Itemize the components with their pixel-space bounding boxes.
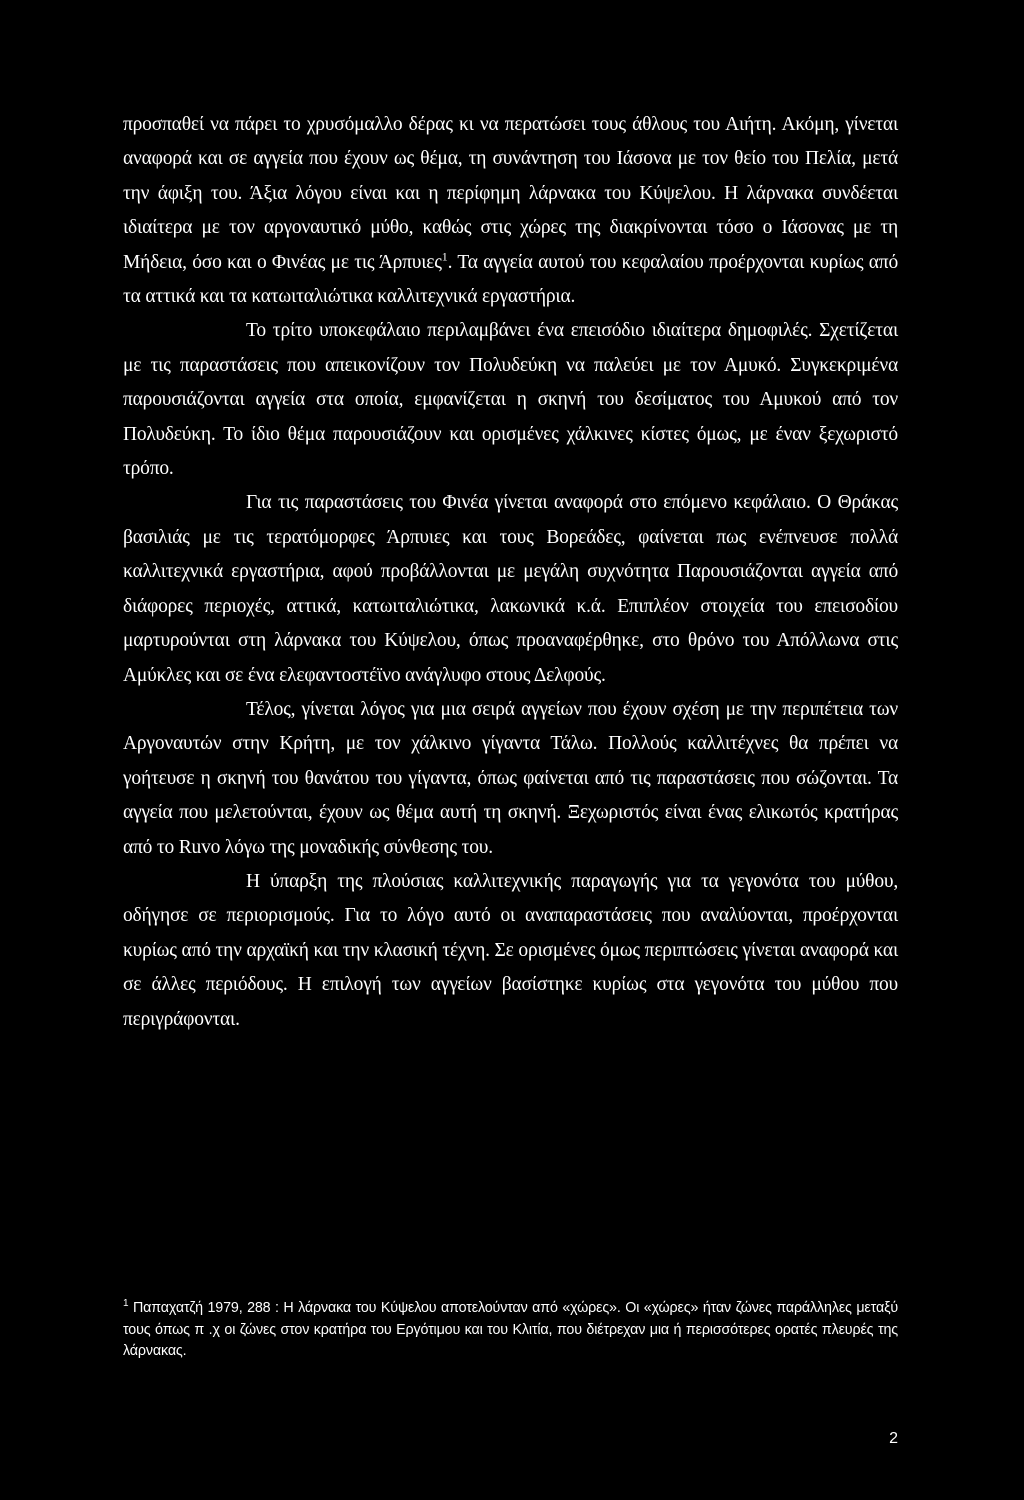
paragraph-4: Τέλος, γίνεται λόγος για μια σειρά αγγείων που έχουν σχέση με την περιπέτεια των Αργοναυτών στην Κρήτη, με τον χάλκινο γίγαντα Τάλω. Πολλούς καλλιτέχνες θα πρέπει να γοήτευσε η σκηνή του θανάτου του γίγαντα, όπως φαίνεται από τις παραστάσεις που σώζονται. Τα αγγεία που μελετούνται, έχουν ως θέμα αυτή τη σκηνή. Ξεχωριστός είναι ένας ελικωτός κρατήρας από το Ruvo λόγω της μοναδικής σύνθεσης του. xyxy=(123,698,898,858)
paragraph-1-text-b: . Τα αγγεία αυτού του κεφαλαίου προέρχονται κυρίως από τα αττικά και τα κατωιταλιώτικα καλλιτεχνικά εργαστήρια. xyxy=(123,251,898,308)
paragraph-2: Το τρίτο υποκεφάλαιο περιλαμβάνει ένα επεισόδιο ιδιαίτερα δημοφιλές. Σχετίζεται με τις παραστάσεις που απεικονίζουν τον Πολυδεύκη να παλεύει με τον Αμυκό. Συγκεκριμένα παρουσιάζονται αγγεία στα οποία, εμφανίζεται η σκηνή του δεσίματος του Αμυκού από τον Πολυδεύκη. Το ίδιο θέμα παρουσιάζουν και ορισμένες χάλκινες κίστες όμως, με έναν ξεχωριστό τρόπο. xyxy=(123,320,898,480)
paragraph-3: Για τις παραστάσεις του Φινέα γίνεται αναφορά στο επόμενο κεφάλαιο. Ο Θράκας βασιλιάς με τις τερατόμορφες Άρπυιες και τους Βορεάδες, φαίνεται πως ενέπνευσε πολλά καλλιτεχνικά εργαστήρια, αφού προβάλλονται με μεγάλη συχνότητα Παρουσιάζονται αγγεία από διάφορες περιοχές, αττικά, κατωιταλιώτικα, λακωνικά κ.ά. Επιπλέον στοιχεία του επεισοδίου μαρτυρούνται στη λάρνακα του Κύψελου, όπως προαναφέρθηκε, στο θρόνο του Απόλλωνα στις Αμύκλες και σε ένα ελεφαντοστέϊνο ανάγλυφο στους Δελφούς. xyxy=(123,492,898,686)
footnote-text: Παπαχατζή 1979, 288 : Η λάρνακα του Κύψελου αποτελούνταν από «χώρες». Οι «χώρες» ήταν ζώνες παράλληλες μεταξύ τους όπως π .χ οι ζώνες στον κρατήρα του Εργότιμου και του Κλιτία, που διέτρεχαν μια ή περισσότερες ορατές πλευρές της λάρνακας. xyxy=(123,1300,898,1360)
paragraph-1 xyxy=(123,108,898,314)
paragraph-5: Η ύπαρξη της πλούσιας καλλιτεχνικής παραγωγής για τα γεγονότα του μύθου, οδήγησε σε περιορισμούς. Για το λόγο αυτό οι αναπαραστάσεις που αναλύονται, προέρχονται κυρίως από την αρχαϊκή και την κλασική τέχνη. Σε ορισμένες όμως περιπτώσεις γίνεται αναφορά και σε άλλες περιόδους. Η επιλογή των αγγείων βασίστηκε κυρίως στα γεγονότα του μύθου που περιγράφονται. xyxy=(123,870,898,1030)
footnote xyxy=(123,1298,898,1363)
page-number: 2 xyxy=(889,1430,898,1447)
footnote-number: 1 xyxy=(123,1298,129,1310)
paragraph-1-text-a: προσπαθεί να πάρει το χρυσόμαλλο δέρας κι να περατώσει τους άθλους του Αιήτη. Ακόμη, γίνεται αναφορά και σε αγγεία που έχουν ως θέμα, τη συνάντηση του Ιάσονα με τον θείο του Πελία, μετά την άφιξη του. Άξια λόγου είναι και η περίφημη λάρνακα του Κύψελου. Η λάρνακα συνδέεται ιδιαίτερα με τον αργοναυτικό μύθο, καθώς στις χώρες της διακρίνονται τόσο ο Ιάσονας με τη Μήδεια, όσο και ο Φινέας με τις Άρπυιες xyxy=(123,114,898,273)
footnote-reference[interactable]: 1 xyxy=(441,249,448,264)
main-text xyxy=(123,108,898,1037)
